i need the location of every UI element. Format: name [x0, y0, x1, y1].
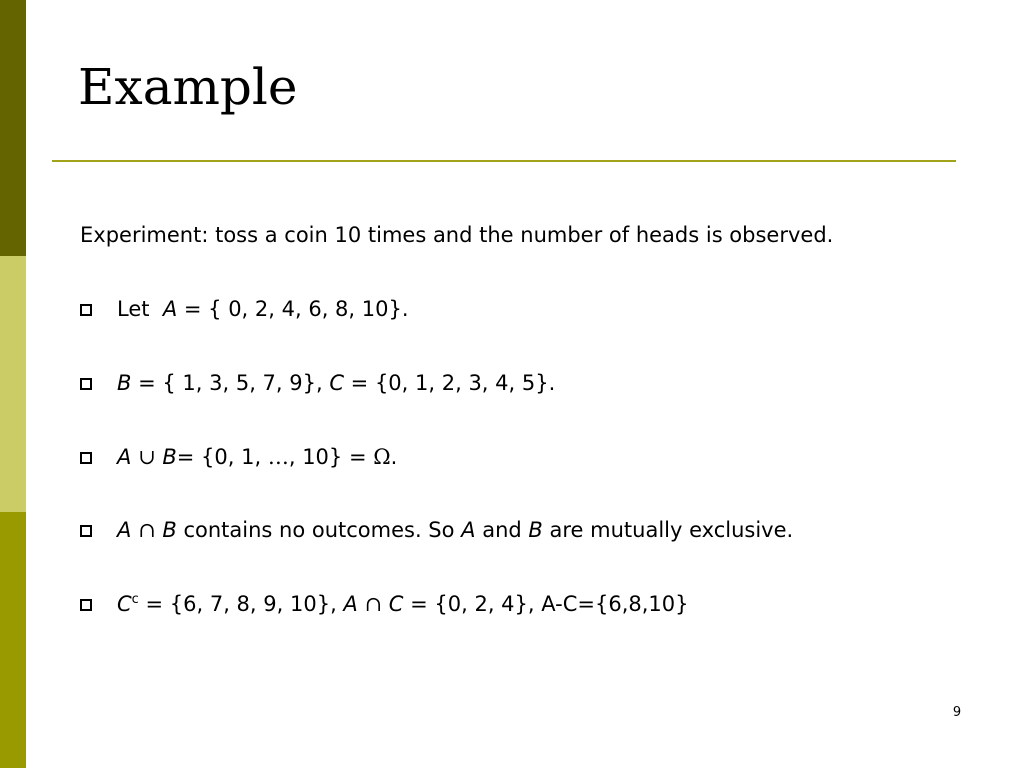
set-a-symbol: A [117, 518, 132, 542]
set-c-symbol: C [329, 371, 344, 395]
union-symbol: ∪ [138, 445, 156, 469]
union-set-end: , 10} = [288, 445, 374, 469]
bullet-text-1 [117, 296, 409, 322]
slide-title: Example [78, 58, 298, 116]
set-b-symbol: B [162, 445, 177, 469]
set-b-symbol: B [162, 518, 177, 542]
intersection-symbol: ∩ [138, 518, 156, 542]
title-underline-rule [52, 160, 956, 162]
side-bar-bottom-segment [0, 512, 26, 768]
set-a-symbol: A [162, 297, 178, 321]
intro-text: Experiment: toss a coin 10 times and the number of heads is observed. [80, 223, 834, 247]
set-c-definition: = {0, 1, 2, 3, 4, 5}. [344, 371, 556, 395]
set-b-definition: = { 1, 3, 5, 7, 9}, [131, 371, 330, 395]
set-b-symbol: B [117, 371, 132, 395]
square-bullet-icon [80, 378, 92, 390]
bullet-text-5 [117, 591, 689, 617]
set-c-symbol: C [117, 592, 132, 616]
intersection-and-difference: = {0, 2, 4}, A-C={6,8,10} [403, 592, 689, 616]
complement-definition: = {6, 7, 8, 9, 10}, [138, 592, 344, 616]
page-number: 9 [952, 705, 962, 720]
square-bullet-icon [80, 304, 92, 316]
set-a-symbol: A [343, 592, 358, 616]
set-a-symbol: A [117, 445, 132, 469]
set-b-symbol: B [528, 518, 543, 542]
statement-text: contains no outcomes. So [176, 518, 462, 542]
square-bullet-icon [80, 525, 92, 537]
side-bar-middle-segment [0, 256, 26, 512]
square-bullet-icon [80, 599, 92, 611]
side-bar-top-segment [0, 0, 26, 256]
let-word: Let [117, 297, 150, 321]
bullet-text-4 [117, 517, 793, 543]
bullet-text-2 [117, 370, 555, 396]
ellipsis-symbol: … [267, 445, 289, 469]
omega-symbol: Ω [373, 445, 391, 469]
intersection-symbol: ∩ [364, 592, 383, 616]
union-set-start: = {0, 1, [176, 445, 268, 469]
complement-superscript: c [131, 592, 139, 607]
period: . [390, 445, 398, 469]
square-bullet-icon [80, 452, 92, 464]
conclusion-text: are mutually exclusive. [542, 518, 794, 542]
bullet-text-3 [117, 444, 397, 470]
set-a-symbol: A [461, 518, 476, 542]
and-word: and [475, 518, 529, 542]
side-accent-bar [0, 0, 26, 768]
set-c-symbol: C [388, 592, 404, 616]
set-a-definition: = { 0, 2, 4, 6, 8, 10}. [177, 297, 409, 321]
